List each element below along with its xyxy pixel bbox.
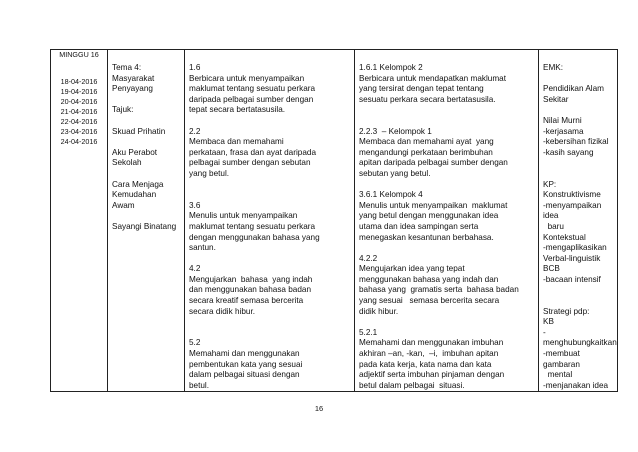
text-line: mental (543, 370, 573, 380)
text-line (189, 190, 350, 201)
theme-text (108, 50, 184, 233)
text-line: -menjanakan idea (543, 380, 609, 390)
text-line: 2.2 (189, 126, 201, 136)
text-line: baru (543, 221, 564, 231)
text-line: didik hibur. (359, 306, 399, 316)
page-number: 16 (314, 404, 324, 413)
text-line: -kebersihan fizikal (543, 137, 609, 147)
text-line (112, 211, 180, 222)
text-line (189, 317, 350, 328)
text-line: 4.2 (189, 264, 201, 274)
text-line (189, 254, 350, 265)
text-line: Masyarakat (112, 73, 155, 83)
text-line: akhiran –an, -kan, –i, imbuhan apitan (359, 349, 499, 359)
text-line: BCB (543, 264, 560, 274)
text-line: 1.6.1 Kelompok 2 (359, 63, 423, 72)
text-line: menggunakan bahasa yang indah dan (359, 274, 499, 284)
text-line (359, 243, 534, 254)
text-line: secara didik hibur. (189, 306, 255, 316)
text-line: -bacaan intensif (543, 274, 601, 284)
text-line: yang betul dengan menggunakan idea (359, 211, 499, 221)
text-line: menegaskan kesantunan berbahasa. (359, 232, 494, 242)
text-line: Menulis untuk menyampaikan maklumat (359, 200, 508, 210)
text-line (359, 105, 534, 116)
date-line: 21-04-2016 (60, 107, 98, 116)
text-line: utama dan idea sampingan serta (359, 221, 479, 231)
text-line: dan menggunakan bahasa badan (189, 285, 312, 295)
text-line: pembentukan kata yang sesuai (189, 359, 303, 369)
text-line: perkataan, frasa dan ayat daripada (189, 147, 316, 157)
text-line: Kontekstual (543, 232, 586, 242)
text-line: EMK: (543, 63, 564, 72)
text-line: dalam pelbagai situasi dengan (189, 370, 300, 380)
date-line: 18-04-2016 (60, 77, 98, 86)
text-line: Penyayang (112, 84, 153, 94)
text-line: mengandungi perkataan berimbuhan (359, 147, 493, 157)
learning-standard-text (355, 50, 538, 391)
text-line: betul dalam pelbagai situasi. (359, 380, 465, 390)
text-line: Membaca dan memahami (189, 137, 284, 147)
text-line: 3.6.1 Kelompok 4 (359, 190, 423, 200)
text-line: yang betul. (189, 168, 230, 178)
text-line (189, 180, 350, 191)
text-line: Mengujarkan idea yang tepat (359, 264, 465, 274)
date-line: 22-04-2016 (60, 117, 98, 126)
emk-cell (539, 50, 618, 392)
text-line: adjektif serta imbuhan pinjaman dengan (359, 370, 505, 380)
text-line: Menulis untuk menyampaikan (189, 211, 298, 221)
emk-text (539, 50, 617, 391)
text-line: 5.2.1 (359, 327, 378, 337)
text-line: Sayangi Binatang (112, 221, 177, 231)
date-line: 24-04-2016 (60, 137, 98, 146)
text-line: -kasih sayang (543, 147, 594, 157)
text-line: Sekitar (543, 94, 569, 104)
text-line: Sekolah (112, 158, 142, 168)
text-line (359, 180, 534, 191)
text-line: Memahami dan menggunakan imbuhan (359, 338, 504, 348)
text-line: KP: (543, 179, 557, 189)
text-line: Aku Perabot (112, 147, 158, 157)
text-line (359, 317, 534, 328)
text-line: apitan daripada pelbagai sumber dengan (359, 158, 508, 168)
text-line: Awam (112, 200, 135, 210)
text-line: 5.2 (189, 338, 201, 348)
theme-cell (108, 50, 185, 392)
date-line: 19-04-2016 (60, 87, 98, 96)
text-line: santun. (189, 243, 216, 253)
text-line: Tema 4: (112, 63, 142, 72)
text-line (189, 116, 350, 127)
text-line: Memahami dan menggunakan (189, 349, 300, 359)
week-dates (51, 77, 107, 147)
text-line: Pendidikan Alam (543, 84, 604, 94)
text-line: Kemudahan (112, 190, 157, 200)
text-line (543, 158, 613, 169)
text-line (112, 95, 180, 106)
text-line: Membaca dan memahami ayat yang (359, 137, 494, 147)
content-standard-cell (185, 50, 355, 392)
text-line: -menyampaikan idea (543, 200, 604, 221)
text-line (543, 105, 613, 116)
text-line: maklumat tentang sesuatu perkara (189, 84, 316, 94)
text-line: daripada pelbagai sumber dengan (189, 94, 314, 104)
text-line: 4.2.2 (359, 253, 378, 263)
text-line: maklumat tentang sesuatu perkara (189, 221, 316, 231)
text-line (112, 116, 180, 127)
text-line: -menghubungkaitkan (543, 327, 617, 348)
text-line: Berbicara untuk mendapatkan maklumat (359, 73, 506, 83)
text-line: -mengaplikasikan (543, 243, 607, 253)
content-standard-text (185, 50, 354, 391)
text-line: Tajuk: (112, 105, 134, 115)
text-line (543, 285, 613, 296)
text-line: yang tersirat dengan tepat tentang (359, 84, 484, 94)
text-line (359, 116, 534, 127)
text-line: dengan menggunakan bahasa yang (189, 232, 320, 242)
text-line: sesuatu perkara secara bertatasusila. (359, 94, 496, 104)
text-line: 2.2.3 – Kelompok 1 (359, 126, 432, 136)
text-line: bahasa yang gramatis serta bahasa badan (359, 285, 519, 295)
date-line: 23-04-2016 (60, 127, 98, 136)
text-line: yang sesuai semasa bercerita secara (359, 296, 500, 306)
text-line: -membuat gambaran (543, 349, 583, 369)
text-line: tepat secara bertatasusila. (189, 105, 286, 115)
week-label: MINGGU 16 (59, 50, 99, 59)
text-line: betul. (189, 380, 210, 390)
text-line (543, 296, 613, 307)
text-line: Konstruktivisme (543, 190, 601, 200)
date-line: 20-04-2016 (60, 97, 98, 106)
text-line: 3.6 (189, 200, 201, 210)
text-line: secara kreatif semasa bercerita (189, 296, 304, 306)
text-line: pelbagai sumber dengan sebutan (189, 158, 311, 168)
text-line: Cara Menjaga (112, 179, 164, 189)
text-line: Berbicara untuk menyampaikan (189, 73, 305, 83)
table-row (51, 50, 618, 392)
text-line: pada kata kerja, kata nama dan kata (359, 359, 492, 369)
text-line (112, 169, 180, 180)
text-line: -kerjasama (543, 126, 584, 136)
text-line: 1.6 (189, 63, 201, 72)
text-line: KB (543, 317, 554, 327)
lesson-plan-table (50, 49, 618, 392)
text-line (543, 169, 613, 180)
text-line: Skuad Prihatin (112, 126, 166, 136)
text-line: Mengujarkan bahasa yang indah (189, 274, 313, 284)
text-line (189, 328, 350, 339)
week-cell (51, 50, 108, 392)
learning-standard-cell (355, 50, 539, 392)
text-line: Verbal-linguistik (543, 253, 601, 263)
text-line (543, 74, 613, 85)
text-line: Nilai Murni (543, 115, 582, 125)
text-line (112, 137, 180, 148)
text-line: sebutan yang betul. (359, 168, 431, 178)
text-line: Strategi pdp: (543, 306, 590, 316)
